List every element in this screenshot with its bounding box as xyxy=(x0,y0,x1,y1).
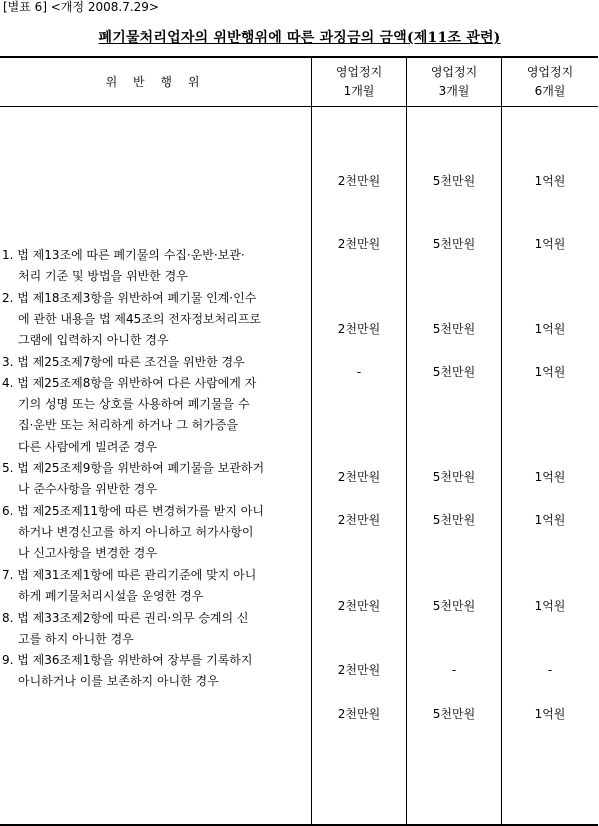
header-label-line: 1개월 xyxy=(343,84,375,98)
penalty-amount: 1억원 xyxy=(534,237,566,251)
violation-text: 그램에 입력하지 아니한 경우 xyxy=(18,333,169,348)
penalty-amount: - xyxy=(547,663,553,677)
violation-text: 에 관한 내용을 법 제45조의 전자정보처리프로 xyxy=(18,312,261,327)
violation-text: 9. 법 제36조제1항을 위반하여 장부를 기록하지 xyxy=(2,653,253,667)
violation-item xyxy=(2,458,312,500)
violation-text: 4. 법 제25조제8항을 위반하여 다른 사람에게 자 xyxy=(2,376,257,390)
penalty-amount: 2천만원 xyxy=(337,322,381,336)
violation-text: 6. 법 제25조제11항에 따른 변경허가를 받지 아니 xyxy=(2,504,264,518)
violation-text: 나 준수사항을 위반한 경우 xyxy=(18,482,157,497)
penalty-amount: 5천만원 xyxy=(432,365,476,379)
header-label-line: 영업정지 xyxy=(526,65,574,79)
header-divider xyxy=(0,106,598,107)
penalty-amount: 1억원 xyxy=(534,322,566,336)
penalty-amount: 2천만원 xyxy=(337,237,381,251)
violation-text: 5. 법 제25조제9항을 위반하여 폐기물을 보관하거 xyxy=(2,461,265,475)
violation-item xyxy=(2,245,312,287)
header-suspension-1-month xyxy=(312,58,406,106)
violation-text: 2. 법 제18조제3항을 위반하여 폐기물 인계·인수 xyxy=(2,291,257,305)
violation-text: 3. 법 제25조제7항에 따른 조건을 위반한 경우 xyxy=(2,355,245,369)
violation-text: 다른 사람에게 빌려준 경우 xyxy=(18,439,157,454)
penalty-amount: 5천만원 xyxy=(432,470,476,484)
header-note: [별표 6] <개정 2008.7.29> xyxy=(3,0,159,14)
violation-text: 기의 성명 또는 상호를 사용하여 폐기물을 수 xyxy=(18,397,250,412)
penalty-amount: 2천만원 xyxy=(337,599,381,613)
violation-text: 처리 기준 및 방법을 위반한 경우 xyxy=(18,269,188,284)
violation-text: 7. 법 제31조제1항에 따른 관리기준에 맞지 아니 xyxy=(2,568,257,582)
violation-item xyxy=(2,650,312,692)
header-suspension-3-months xyxy=(407,58,501,106)
penalty-amount: 5천만원 xyxy=(432,707,476,721)
penalty-amount: 1억원 xyxy=(534,365,566,379)
penalty-amount: 2천만원 xyxy=(337,470,381,484)
violation-text: 집·운반 또는 처리하게 하거나 그 허가증을 xyxy=(18,418,238,433)
header-label-line: 3개월 xyxy=(438,84,470,98)
violation-item xyxy=(2,501,312,565)
penalty-amount: 1억원 xyxy=(534,599,566,613)
violation-item xyxy=(2,565,312,607)
violation-text: 하게 폐기물처리시설을 운영한 경우 xyxy=(18,589,204,604)
penalty-amount: 1억원 xyxy=(534,470,566,484)
penalty-amount: 2천만원 xyxy=(337,707,381,721)
violation-item xyxy=(2,352,312,373)
penalty-amount: 2천만원 xyxy=(337,663,381,677)
violation-text: 하거나 변경신고를 하지 아니하고 허가사항이 xyxy=(18,525,254,540)
violation-item xyxy=(2,608,312,650)
violation-item xyxy=(2,288,312,352)
header-label-line: 6개월 xyxy=(534,84,566,98)
penalty-amount: - xyxy=(356,365,362,379)
violation-item xyxy=(2,373,312,458)
penalty-amount: 1억원 xyxy=(534,174,566,188)
document-title: 폐기물처리업자의 위반행위에 따른 과징금의 금액(제11조 관련) xyxy=(98,30,501,46)
header-violation xyxy=(0,58,311,106)
violation-text: 아니하거나 이를 보존하지 아니한 경우 xyxy=(18,674,219,689)
penalty-amount: 2천만원 xyxy=(337,174,381,188)
penalty-amount: 5천만원 xyxy=(432,513,476,527)
header-violation-label: 위 반 행 위 xyxy=(105,74,206,89)
penalty-amount: 5천만원 xyxy=(432,237,476,251)
penalty-amount: 5천만원 xyxy=(432,322,476,336)
violation-text: 8. 법 제33조제2항에 따른 권리·의무 승계의 신 xyxy=(2,611,249,625)
penalty-amount: - xyxy=(451,663,457,677)
penalty-table xyxy=(0,56,598,826)
penalty-amount: 2천만원 xyxy=(337,513,381,527)
violation-text: 나 신고사항을 변경한 경우 xyxy=(18,546,157,561)
penalty-amount: 5천만원 xyxy=(432,599,476,613)
penalty-amount: 1억원 xyxy=(534,513,566,527)
violation-text: 고를 하지 아니한 경우 xyxy=(18,632,134,647)
header-label-line: 영업정지 xyxy=(335,65,383,79)
penalty-amount: 5천만원 xyxy=(432,174,476,188)
header-suspension-6-months xyxy=(502,58,598,106)
violation-text: 1. 법 제13조에 따른 폐기물의 수집·운반·보관· xyxy=(2,248,245,262)
header-label-line: 영업정지 xyxy=(430,65,478,79)
penalty-amount: 1억원 xyxy=(534,707,566,721)
